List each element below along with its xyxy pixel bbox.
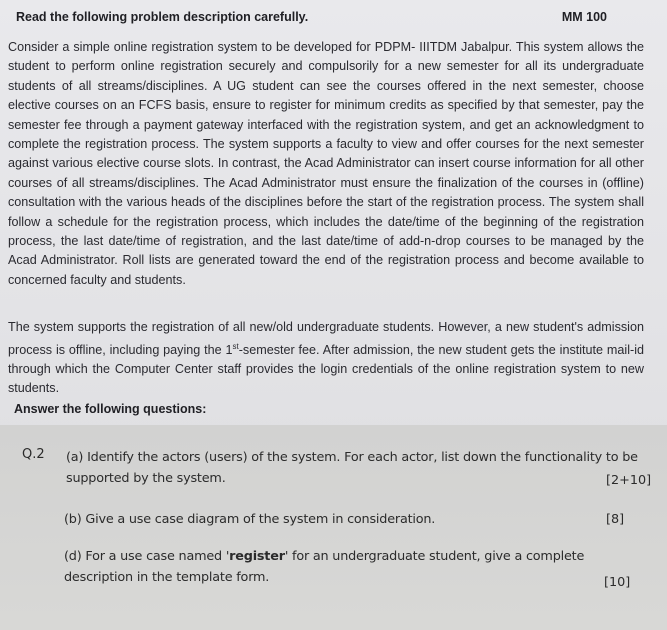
question-part-a: (a) Identify the actors (users) of the system. For each actor, list down the functionality to be supported by the system.	[66, 450, 638, 486]
answer-heading: Answer the following questions:	[14, 402, 207, 416]
marks-part-b: [8]	[606, 512, 625, 527]
marks-part-d: [10]	[604, 575, 631, 590]
instruction-heading: Read the following problem description carefully.	[16, 10, 309, 24]
problem-description-paragraph-2	[8, 318, 644, 398]
use-case-name: register	[229, 549, 285, 564]
question-section	[0, 425, 667, 630]
question-part-b: (b) Give a use case diagram of the system in consideration.	[64, 512, 436, 527]
paragraph-2-part-2: -semester fee. After admission, the new student gets the institute mail-id through which the Computer Center staff provides the login credentials of the online registration system to new students.	[8, 343, 644, 396]
marks-part-a: [2+10]	[606, 473, 652, 488]
part-d-text-1: (d) For a use case named '	[64, 549, 230, 564]
header	[16, 10, 607, 24]
paragraph-2-part-1: The system supports the registration of all new/old undergraduate students. However, a new student's admission process is offline, including paying the 1	[8, 320, 644, 358]
ordinal-superscript: st	[232, 342, 239, 351]
problem-description-paragraph-1: Consider a simple online registration system to be developed for PDPM- IIITDM Jabalpur. This system allows the student to perform online registration securely and compulsorily for a new semester for all its undergraduate students of all streams/disciplines. A UG student can see the courses offered in the next semester, choose elective courses on an FCFS basis, ensure to register for minimum credits as specified by that semester, pay the semester fee through a payment gateway interfaced with the registration system, and get an acknowledgment to complete the registration process. The system supports a faculty to view and offer courses for the next semester against various elective course slots. In contrast, the Acad Administrator can insert course information for all other courses of all streams/disciplines. The Acad Administrator must ensure the finalization of the courses in (offline) consultation with the various heads of the disciplines before the start of the registration process. The system shall follow a schedule for the registration process, which includes the date/time of the beginning of the registration process, the last date/time of registration, and the last date/time of add-n-drop courses to be managed by the Acad Administrator. Roll lists are generated toward the end of the registration process and become available to concerned faculty and students.	[8, 40, 644, 287]
part-d-text-2: ' for an undergraduate student, give a complete description in the template form.	[64, 549, 585, 585]
question-number: Q.2	[22, 447, 45, 462]
question-part-d	[64, 546, 650, 588]
max-marks: MM 100	[561, 10, 607, 24]
